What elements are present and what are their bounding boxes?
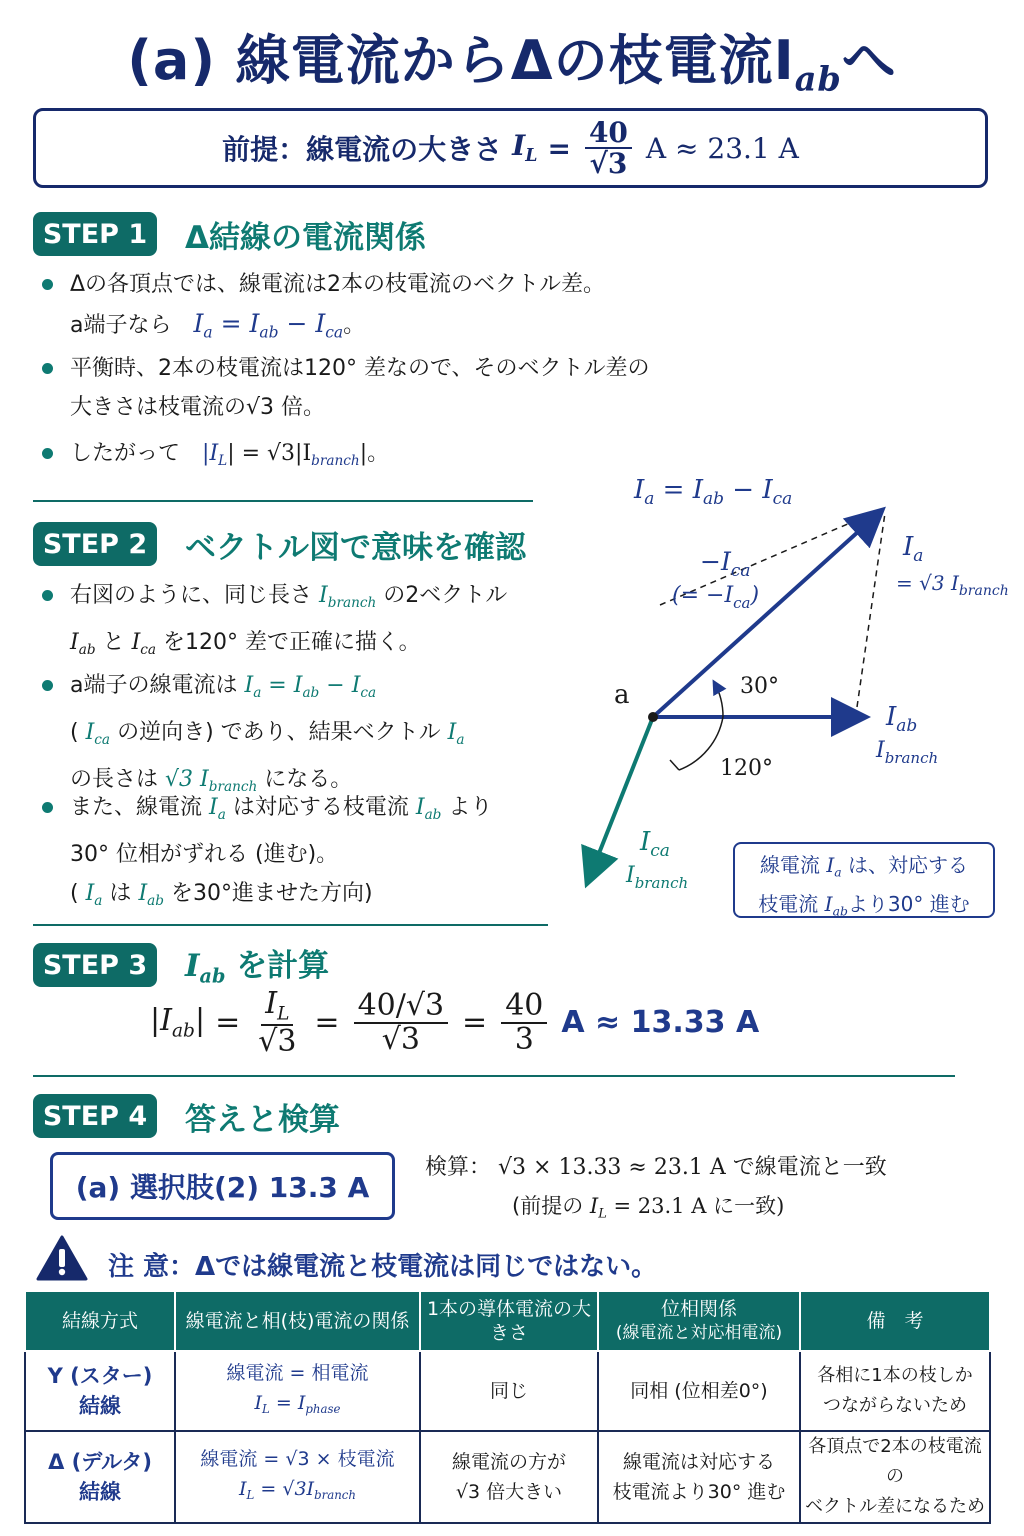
step2-badge: STEP 2 [33, 522, 157, 566]
ia-label: $I_a$ [903, 532, 924, 566]
ica-magnitude: $I_{branch}$ [626, 863, 689, 892]
table-cell: 各相に1本の枝しか つながらないため [800, 1351, 990, 1431]
table-cell: 線電流は対応する 枝電流より30° 進む [598, 1431, 800, 1523]
table-header: 線電流と相(枝)電流の関係 [175, 1291, 420, 1351]
bullet-icon [42, 680, 53, 691]
table-cell: 同じ [420, 1351, 598, 1431]
step2-bullet-2: a端子の線電流は $I_a = I_{ab} - I_{ca}$ ( $I_{ca}$ の逆向き) であり、結果ベクトル $I_a$ の長さは √3 $I_{branch}$ になる。 [42, 666, 464, 806]
step3-badge: STEP 3 [33, 943, 157, 987]
table-cell: 線電流 = 相電流 $I_L = I_{phase}$ [175, 1351, 420, 1431]
step1-badge: STEP 1 [33, 212, 157, 256]
step4-badge: STEP 4 [33, 1094, 157, 1138]
step3-result: A ≈ 13.33 A [561, 1005, 760, 1040]
verification-note: (前提の $I_L = 23.1$ A に一致) [512, 1194, 785, 1222]
bullet-icon [42, 590, 53, 601]
page-title: (a) 線電流からΔの枝電流$I_{ab}$へ [127, 29, 897, 99]
step2-title: ベクトル図で意味を確認 [185, 530, 526, 566]
step2-bullet-3: また、線電流 $I_a$ は対応する枝電流 $I_{ab}$ より 30° 位相がずれる (進む)。 ( $I_a$ は $I_{ab}$ を30°進ませた方向) [42, 788, 492, 921]
divider [33, 924, 548, 926]
divider [33, 1075, 955, 1077]
table-header: 結線方式 [25, 1291, 175, 1351]
bullet-icon [42, 448, 53, 459]
step3-calculation: $|I_{ab}|$ = $\frac{I_L}{√3}$ = $\frac{40/√3}{√3}$ = $\frac{40}{3}$ A ≈ 13.33 A [150, 985, 760, 1059]
premise-box: 前提：線電流の大きさ $I_L$ = $\frac{40}{√3}$ A ≈ 23.1 A [33, 108, 988, 188]
premise-fraction: $\frac{40}{√3}$ [585, 118, 632, 179]
table-cell: 各頂点で2本の枝電流の ベクトル差になるため [800, 1431, 990, 1523]
verification: 検算： √3 × 13.33 ≈ 23.1 A で線電流と一致 [425, 1155, 887, 1180]
caution-text: 注 意：Δでは線電流と枝電流は同じではない。 [108, 1252, 658, 1282]
bullet-icon [42, 363, 53, 374]
divider [33, 500, 533, 502]
angle-120-label: 120° [720, 756, 773, 781]
angle-120-arc [679, 717, 723, 770]
premise-label: 前提：線電流の大きさ [222, 133, 503, 166]
table-header: 位相関係 (線電流と対応相電流) [598, 1291, 800, 1351]
table-row [25, 1431, 990, 1523]
warning-icon [36, 1235, 88, 1281]
bullet-icon [42, 279, 53, 290]
table-cell: 線電流の方が √3 倍大きい [420, 1431, 598, 1523]
table-row [25, 1351, 990, 1431]
table-cell: 線電流 = √3 × 枝電流 $I_L = √3I_{branch}$ [175, 1431, 420, 1523]
angle-30-arc [714, 682, 723, 717]
table-cell: 同相 (位相差0°) [598, 1351, 800, 1431]
step1-bullet-3: したがって $|I_L| = √3|I_{branch}|$。 [42, 434, 389, 481]
neg-ica-note: (= $-I_{ca}$) [672, 583, 760, 612]
premise-value: A ≈ 23.1 A [645, 131, 799, 165]
bullet-icon [42, 802, 53, 813]
table-header: 1本の導体電流の大きさ [420, 1291, 598, 1351]
table-header: 備 考 [800, 1291, 990, 1351]
answer-box: (a) 選択肢(2) 13.3 A [50, 1152, 395, 1220]
step1-title: Δ結線の電流関係 [185, 220, 426, 256]
iab-magnitude: $I_{branch}$ [876, 738, 939, 767]
neg-ica-label: $-I_{ca}$ [700, 547, 751, 581]
step2-bullet-1: 右図のように、同じ長さ $I_{branch}$ の2ベクトル $I_{ab}$ と $I_{ca}$ を120° 差で正確に描く。 [42, 576, 507, 670]
table-header-row [25, 1291, 990, 1351]
step1-bullet-1: Δの各頂点では、線電流は2本の枝電流のベクトル差。 a端子なら $I_a = I_{ab} - I_{ca}$。 [42, 265, 605, 352]
step3-title: $I_{ab}$ を計算 [185, 948, 330, 988]
table-cell: Y (スター) 結線 [25, 1351, 175, 1431]
table-cell: Δ (デルタ) 結線 [25, 1431, 175, 1523]
dashed-closure [857, 513, 885, 707]
premise-var: $I_L$ [512, 129, 538, 167]
iab-label: $I_{ab}$ [886, 702, 918, 736]
comparison-table [24, 1290, 991, 1524]
node-a-dot [648, 712, 658, 722]
angle-30-label: 30° [740, 674, 779, 699]
step4-title: 答えと検算 [185, 1102, 340, 1138]
diagram-note: 線電流 $I_a$ は、対応する 枝電流 $I_{ab}$より30° 進む [733, 842, 995, 918]
step1-bullet-2: 平衡時、2本の枝電流は120° 差なので、そのベクトル差の 大きさは枝電流の√3 倍。 [42, 349, 650, 427]
ica-label: $I_{ca}$ [640, 827, 670, 861]
node-a-label: a [614, 680, 630, 710]
diagram-equation: $I_a = I_{ab} - I_{ca}$ [634, 475, 793, 509]
ia-magnitude: = √3 $I_{branch}$ [896, 571, 1009, 599]
